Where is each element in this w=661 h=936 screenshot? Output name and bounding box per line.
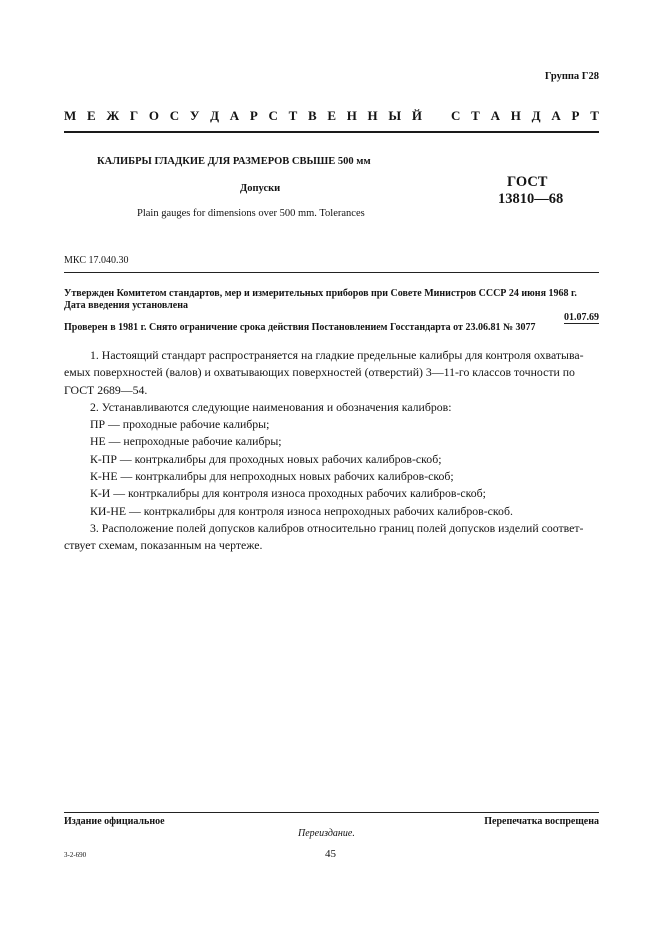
title-letter: О	[148, 108, 160, 123]
mks-code: МКС 17.040.30	[64, 255, 129, 266]
gost-number: 13810—68	[498, 191, 564, 207]
title-letter: Р	[249, 108, 258, 123]
introduction-date: 01.07.69	[564, 312, 599, 323]
section-rule	[64, 272, 599, 273]
print-code: 3-2-690	[64, 851, 87, 859]
group-code: Группа Г28	[544, 71, 599, 82]
title-letter: Н	[346, 108, 357, 123]
document-english-title: Plain gauges for dimensions over 500 mm. Tolerances	[137, 208, 365, 219]
title-letter: В	[307, 108, 317, 123]
title-letter: М	[64, 108, 77, 123]
page-number: 45	[325, 848, 336, 860]
title-letter: А	[551, 108, 561, 123]
standard-type-heading	[64, 107, 599, 125]
paragraph-2: 2. Устанавливаются следующие наименования и обозначения калибров:	[90, 399, 452, 414]
title-letter: Н	[367, 108, 378, 123]
document-title: КАЛИБРЫ ГЛАДКИЕ ДЛЯ РАЗМЕРОВ СВЫШЕ 500 мм	[97, 156, 371, 167]
reprint-prohibited-label: Перепечатка воспрещена	[484, 816, 599, 827]
document-body	[64, 347, 599, 555]
footer-rule	[64, 812, 599, 813]
designation-item: ПР — проходные рабочие калибры;	[90, 417, 270, 432]
title-letter: Й	[411, 108, 422, 123]
reissue-label: Переиздание.	[298, 828, 355, 839]
title-letter: Ж	[106, 108, 120, 123]
title-letter: Т	[288, 108, 298, 123]
paragraph-1-line: ГОСТ 2689—54.	[64, 382, 148, 397]
designation-item: К-ПР — контркалибры для проходных новых рабочих калибров-скоб;	[90, 451, 442, 466]
title-letter: С	[451, 108, 461, 123]
introduction-date-label: Дата введения установлена	[64, 300, 188, 311]
title-letter: А	[229, 108, 240, 123]
designation-item: К-НЕ — контркалибры для непроходных новых рабочих калибров-скоб;	[90, 469, 454, 484]
title-letter: Т	[590, 108, 599, 123]
title-letter: Р	[571, 108, 580, 123]
title-letter: Е	[327, 108, 336, 123]
gost-label: ГОСТ	[507, 174, 548, 190]
title-letter: Д	[531, 108, 541, 123]
designation-item: КИ-НЕ — контркалибры для контроля износа непроходных рабочих калибров-скоб.	[90, 503, 513, 518]
document-subtitle: Допуски	[240, 183, 281, 194]
title-letter: Н	[510, 108, 521, 123]
title-letter: С	[169, 108, 180, 123]
title-letter: Т	[471, 108, 480, 123]
paragraph-1-line: 1. Настоящий стандарт распространяется на гладкие предельные калибры для контроля охватыва-	[90, 348, 584, 362]
revision-statement: Проверен в 1981 г. Снято ограничение срока действия Постановлением Госстандарта от 23.06.81 № 3077	[64, 322, 536, 333]
title-word-interstate	[64, 108, 422, 124]
title-letter: Г	[129, 108, 139, 123]
paragraph-1-line: емых поверхностей (валов) и охватывающих поверхностей (отверстий) 3—11-го классов точности по	[64, 365, 575, 380]
title-letter: С	[268, 108, 278, 123]
title-letter: У	[189, 108, 200, 123]
paragraph-3-line: ствует схемам, показанным на чертеже.	[64, 538, 263, 553]
approval-statement: Утвержден Комитетом стандартов, мер и измерительных приборов при Совете Министров СССР 24 июня 1968 г.	[64, 288, 577, 299]
title-letter: Ы	[388, 108, 402, 123]
designation-item: НЕ — непроходные рабочие калибры;	[90, 434, 282, 449]
paragraph-3-line: 3. Расположение полей допусков калибров относительно границ полей допусков изделий соответ-	[90, 520, 584, 535]
title-letter: А	[490, 108, 500, 123]
title-letter: Е	[86, 108, 96, 123]
title-word-standard	[451, 108, 599, 124]
designation-item: К-И — контркалибры для контроля износа проходных рабочих калибров-скоб;	[90, 486, 486, 501]
header-rule	[64, 131, 599, 133]
official-edition-label: Издание официальное	[64, 816, 165, 827]
title-letter: Д	[210, 108, 220, 123]
